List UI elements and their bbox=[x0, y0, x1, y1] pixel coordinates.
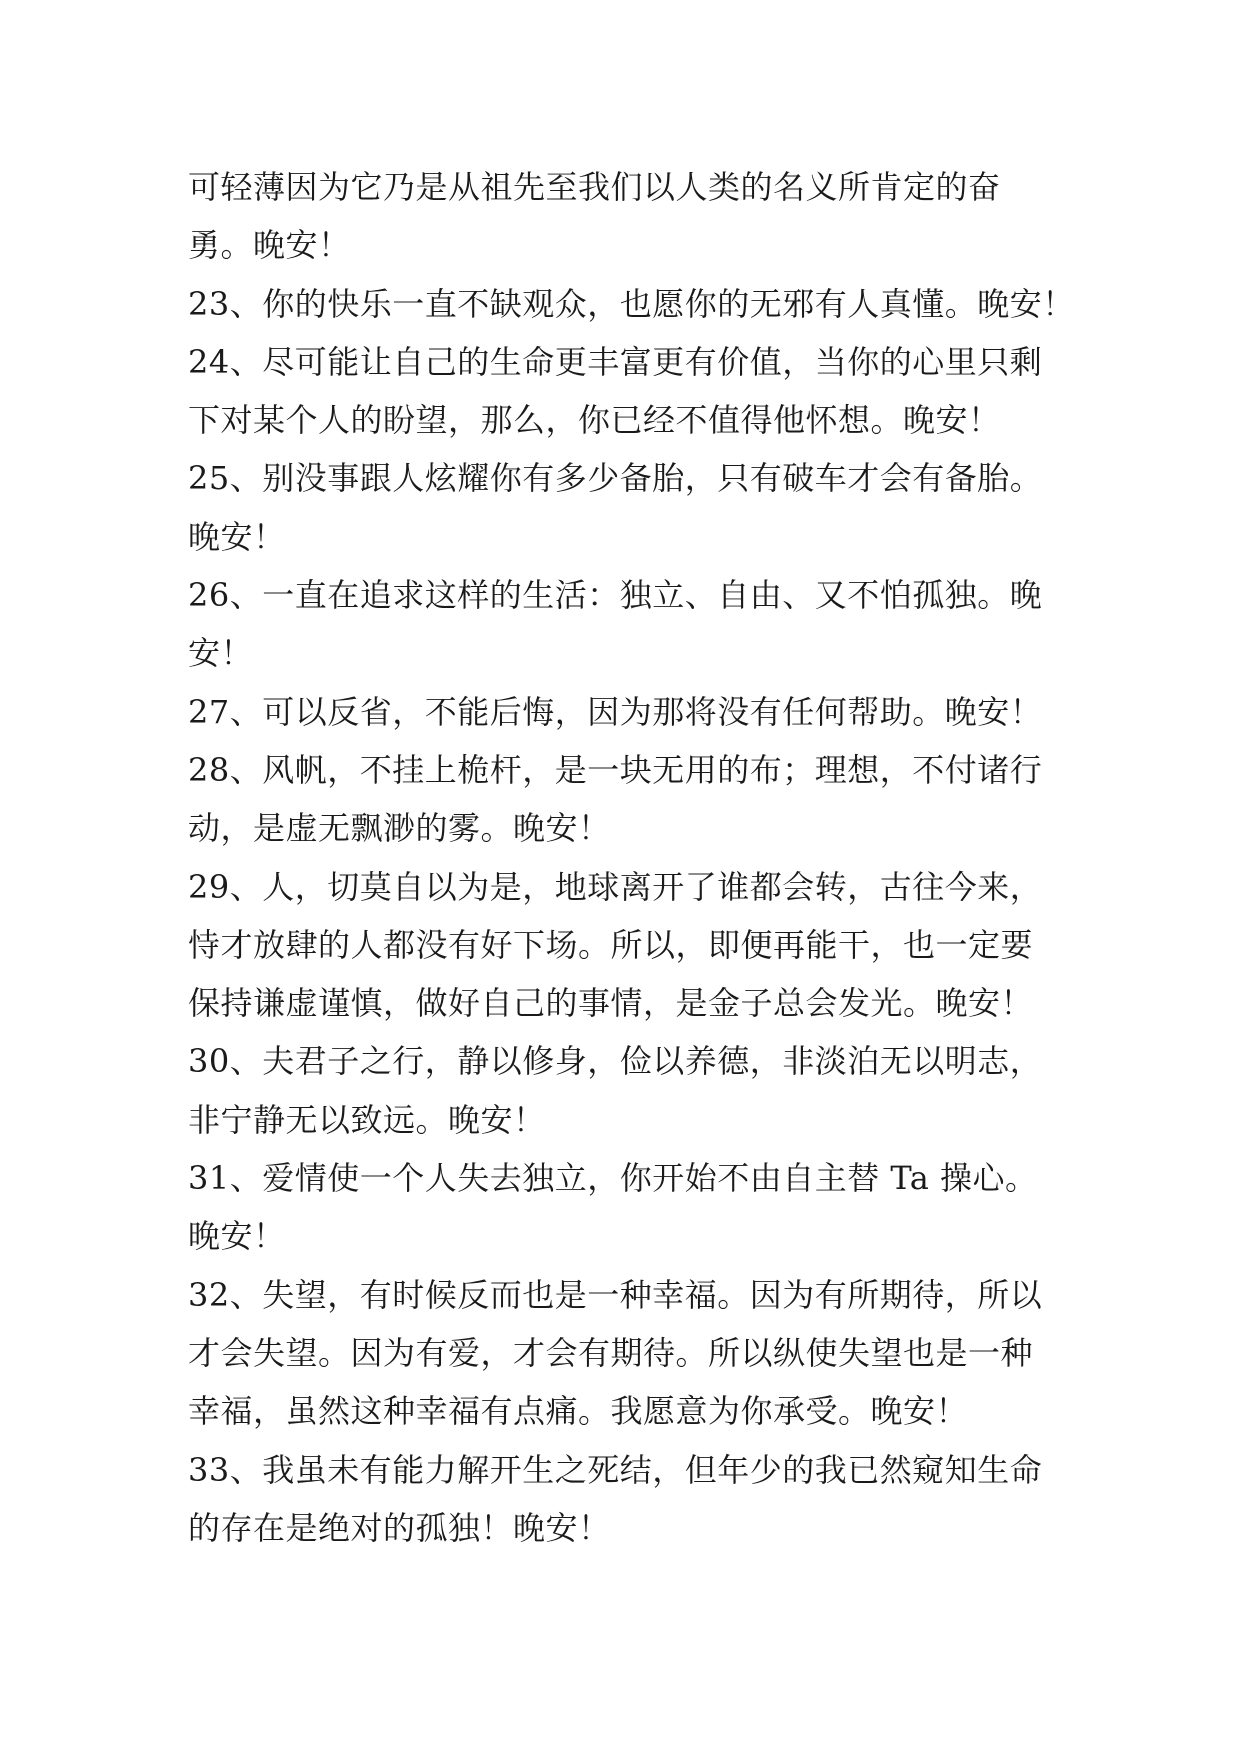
text-line: 保持谦虚谨慎，做好自己的事情，是金子总会发光。晚安！ bbox=[188, 984, 1034, 1023]
text-line: 可轻薄因为它乃是从祖先至我们以人类的名义所肯定的奋 bbox=[188, 168, 1001, 206]
text-line: 安！ bbox=[188, 634, 254, 673]
text-line: 23、你的快乐一直不缺观众，也愿你的无邪有人真懂。晚安！ bbox=[188, 284, 1075, 323]
text-line: 33、我虽未有能力解开生之死结，但年少的我已然窥知生命 bbox=[188, 1450, 1043, 1489]
text-line: 24、尽可能让自己的生命更丰富更有价值，当你的心里只剩 bbox=[188, 342, 1043, 381]
text-line: 下对某个人的盼望，那么，你已经不值得他怀想。晚安！ bbox=[188, 401, 1001, 440]
document-body bbox=[188, 158, 1075, 1557]
text-line: 恃才放肆的人都没有好下场。所以，即便再能干，也一定要 bbox=[188, 925, 1034, 964]
text-line: 动，是虚无飘渺的雾。晚安！ bbox=[188, 809, 611, 848]
text-line: 29、人，切莫自以为是，地球离开了谁都会转，古往今来， bbox=[188, 867, 1043, 906]
text-line: 晚安！ bbox=[188, 517, 286, 556]
text-line: 幸福，虽然这种幸福有点痛。我愿意为你承受。晚安！ bbox=[188, 1392, 969, 1431]
text-line: 勇。晚安！ bbox=[188, 226, 351, 265]
text-line: 27、可以反省，不能后悔，因为那将没有任何帮助。晚安！ bbox=[188, 692, 1043, 731]
text-line: 32、失望，有时候反而也是一种幸福。因为有所期待，所以 bbox=[188, 1275, 1043, 1314]
text-line: 30、夫君子之行，静以修身，俭以养德，非淡泊无以明志， bbox=[188, 1042, 1043, 1081]
text-line: 26、一直在追求这样的生活：独立、自由、又不怕孤独。晚 bbox=[188, 576, 1043, 615]
text-line: 25、别没事跟人炫耀你有多少备胎，只有破车才会有备胎。 bbox=[188, 459, 1043, 498]
text-line: 晚安！ bbox=[188, 1217, 286, 1256]
text-line: 31、爱情使一个人失去独立，你开始不由自主替 Ta 操心。 bbox=[188, 1159, 1038, 1198]
text-line: 非宁静无以致远。晚安！ bbox=[188, 1100, 546, 1139]
text-line: 28、风帆，不挂上桅杆，是一块无用的布；理想，不付诸行 bbox=[188, 750, 1043, 789]
text-line: 才会失望。因为有爱，才会有期待。所以纵使失望也是一种 bbox=[188, 1333, 1034, 1372]
text-line: 的存在是绝对的孤独！晚安！ bbox=[188, 1508, 611, 1547]
